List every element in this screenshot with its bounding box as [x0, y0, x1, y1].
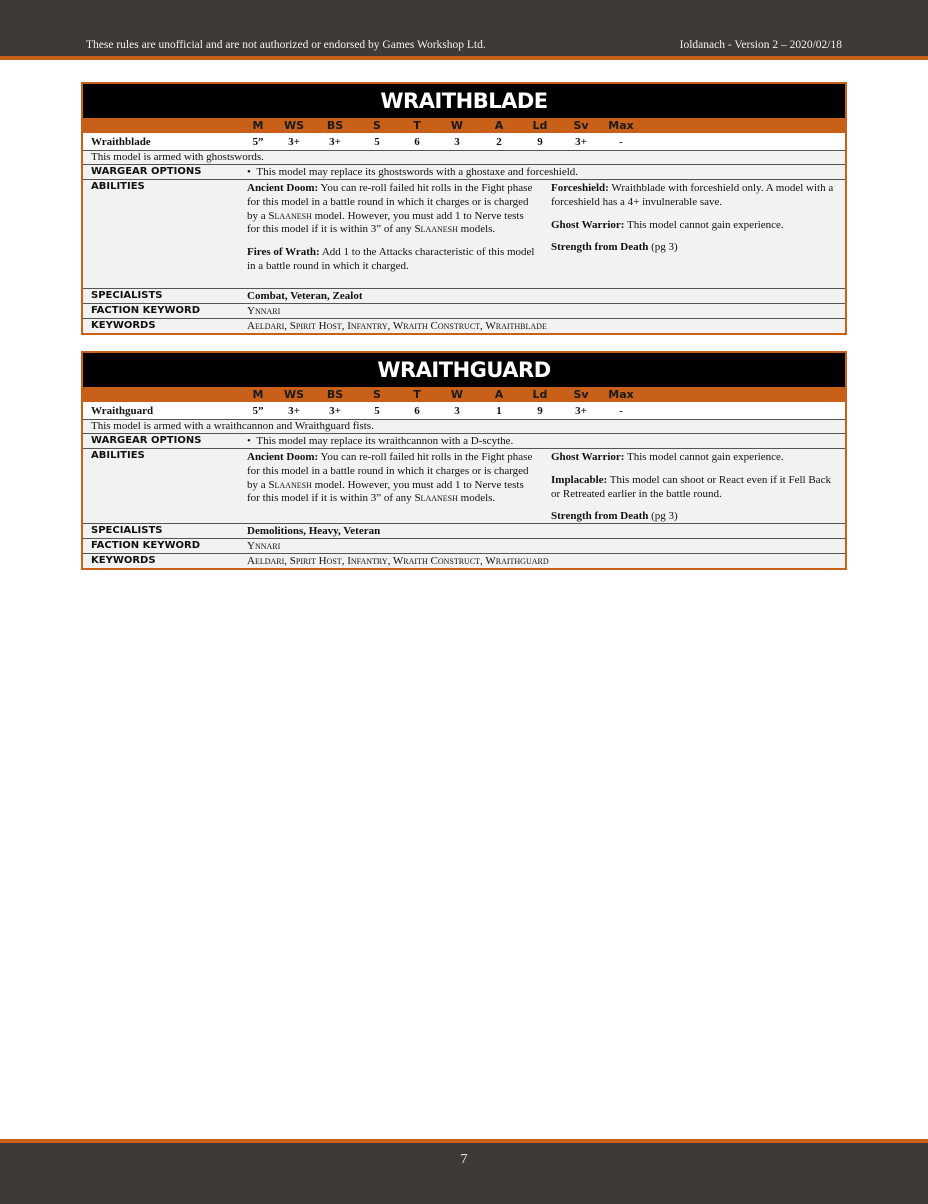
page-footer — [0, 1139, 928, 1204]
stat-value: 3+ — [288, 405, 300, 417]
stat-value: 9 — [537, 136, 543, 148]
datasheet-title: WRAITHGUARD — [83, 353, 845, 387]
stat-header-row — [83, 118, 845, 133]
wargear-option: • This model may replace its wraithcannon with a D-scythe. — [247, 435, 514, 447]
ability-strength-from-death: Strength from Death (pg 3) — [551, 510, 678, 523]
armed-with-row — [83, 151, 845, 165]
stat-header: M — [252, 119, 264, 132]
keywords-label: KEYWORDS — [91, 555, 156, 566]
datasheet-title: WRAITHBLADE — [83, 84, 845, 118]
stat-header: W — [450, 119, 464, 132]
faction-label: FACTION KEYWORD — [91, 540, 201, 551]
stat-value: 6 — [414, 405, 420, 417]
abilities-left-column — [247, 451, 539, 515]
keywords-value: Aeldari, Spirit Host, Infantry, Wraith Construct, Wraithblade — [247, 320, 547, 332]
model-name: Wraithguard — [91, 405, 154, 417]
faction-value: Ynnari — [247, 305, 281, 317]
abilities-row — [83, 180, 845, 289]
faction-value: Ynnari — [247, 540, 281, 552]
wargear-option: • This model may replace its ghostswords with a ghostaxe and forceshield. — [247, 166, 579, 178]
stat-value: 2 — [496, 136, 502, 148]
stat-header: S — [373, 388, 381, 401]
stat-value: 5 — [374, 405, 380, 417]
abilities-label: ABILITIES — [91, 450, 145, 461]
keywords-value: Aeldari, Spirit Host, Infantry, Wraith Construct, Wraithguard — [247, 555, 549, 567]
datasheet-wraithguard — [81, 351, 847, 570]
ability-ancient-doom: Ancient Doom: You can re-roll failed hit rolls in the Fight phase for this model in a battle round in which it charges or is charged by a Slaanesh model. However, you must add 1 to Nerve tests for this model if it is within 3” of any Slaanesh models. — [247, 182, 533, 236]
specialists-value: Demolitions, Heavy, Veteran — [247, 525, 381, 537]
stat-header: Ld — [532, 119, 548, 132]
faction-label: FACTION KEYWORD — [91, 305, 201, 316]
stat-value: 5 — [374, 136, 380, 148]
stat-value: 5” — [252, 405, 264, 417]
datasheet-wraithblade — [81, 82, 847, 335]
ability-ancient-doom: Ancient Doom: You can re-roll failed hit rolls in the Fight phase for this model in a battle round in which it charges or is charged by a Slaanesh model. However, you must add 1 to Nerve tests for this model if it is within 3” of any Slaanesh models. — [247, 451, 533, 505]
stat-value: 5” — [252, 136, 264, 148]
ability-forceshield: Forceshield: Wraithblade with forceshield only. A model with a forceshield has a 4+ invulnerable save. — [551, 182, 834, 208]
stat-value: 9 — [537, 405, 543, 417]
ability-fires-of-wrath: Fires of Wrath: Add 1 to the Attacks characteristic of this model in a battle round in which it charged. — [247, 246, 535, 272]
stat-header: Max — [608, 388, 634, 401]
stat-value: - — [619, 136, 623, 148]
page-header — [0, 0, 928, 60]
faction-row — [83, 304, 845, 319]
armed-with-row — [83, 420, 845, 434]
abilities-label: ABILITIES — [91, 181, 145, 192]
stat-header: WS — [283, 388, 305, 401]
abilities-row — [83, 449, 845, 524]
faction-row — [83, 539, 845, 554]
wargear-label: WARGEAR OPTIONS — [91, 435, 202, 446]
stat-row — [83, 133, 845, 151]
stat-row — [83, 402, 845, 420]
stat-header: T — [413, 388, 421, 401]
specialists-row — [83, 524, 845, 539]
stat-header: W — [450, 388, 464, 401]
stat-header: A — [494, 119, 504, 132]
keywords-label: KEYWORDS — [91, 320, 156, 331]
stat-value: 3+ — [329, 136, 341, 148]
stat-header: M — [252, 388, 264, 401]
wargear-label: WARGEAR OPTIONS — [91, 166, 202, 177]
keywords-row — [83, 319, 845, 333]
specialists-value: Combat, Veteran, Zealot — [247, 290, 363, 302]
stat-header: BS — [326, 119, 344, 132]
specialists-row — [83, 289, 845, 304]
stat-header: Sv — [573, 119, 589, 132]
ability-implacable: Implacable: This model can shoot or React even if it Fell Back or Retreated earlier in the battle round. — [551, 473, 831, 500]
stat-value: 3 — [454, 405, 460, 417]
wargear-row — [83, 165, 845, 180]
stat-value: 6 — [414, 136, 420, 148]
stat-header: Ld — [532, 388, 548, 401]
abilities-right-column — [551, 451, 841, 533]
ability-ghost-warrior: Ghost Warrior: This model cannot gain experience. — [551, 451, 784, 463]
stat-value: 3+ — [575, 136, 587, 148]
header-disclaimer: These rules are unofficial and are not authorized or endorsed by Games Workshop Ltd. — [86, 39, 486, 51]
stat-value: - — [619, 405, 623, 417]
stat-value: 3+ — [288, 136, 300, 148]
keywords-row — [83, 554, 845, 568]
abilities-right-column — [551, 182, 841, 264]
stat-value: 3+ — [575, 405, 587, 417]
stat-value: 3 — [454, 136, 460, 148]
abilities-left-column — [247, 182, 539, 283]
stat-header-row — [83, 387, 845, 402]
stat-header: T — [413, 119, 421, 132]
page-number: 7 — [460, 1152, 468, 1167]
stat-header: Max — [608, 119, 634, 132]
wargear-row — [83, 434, 845, 449]
stat-header: BS — [326, 388, 344, 401]
stat-value: 3+ — [329, 405, 341, 417]
ability-ghost-warrior: Ghost Warrior: This model cannot gain experience. — [551, 218, 784, 231]
stat-value: 1 — [496, 405, 502, 417]
ability-strength-from-death: Strength from Death (pg 3) — [551, 241, 678, 254]
model-name: Wraithblade — [91, 136, 151, 148]
specialists-label: SPECIALISTS — [91, 290, 163, 301]
armed-with-text: This model is armed with ghostswords. — [91, 151, 264, 163]
header-version: Ioldanach - Version 2 – 2020/02/18 — [679, 39, 842, 51]
specialists-label: SPECIALISTS — [91, 525, 163, 536]
armed-with-text: This model is armed with a wraithcannon and Wraithguard fists. — [91, 420, 374, 432]
stat-header: S — [373, 119, 381, 132]
stat-header: A — [494, 388, 504, 401]
stat-header: WS — [283, 119, 305, 132]
stat-header: Sv — [573, 388, 589, 401]
